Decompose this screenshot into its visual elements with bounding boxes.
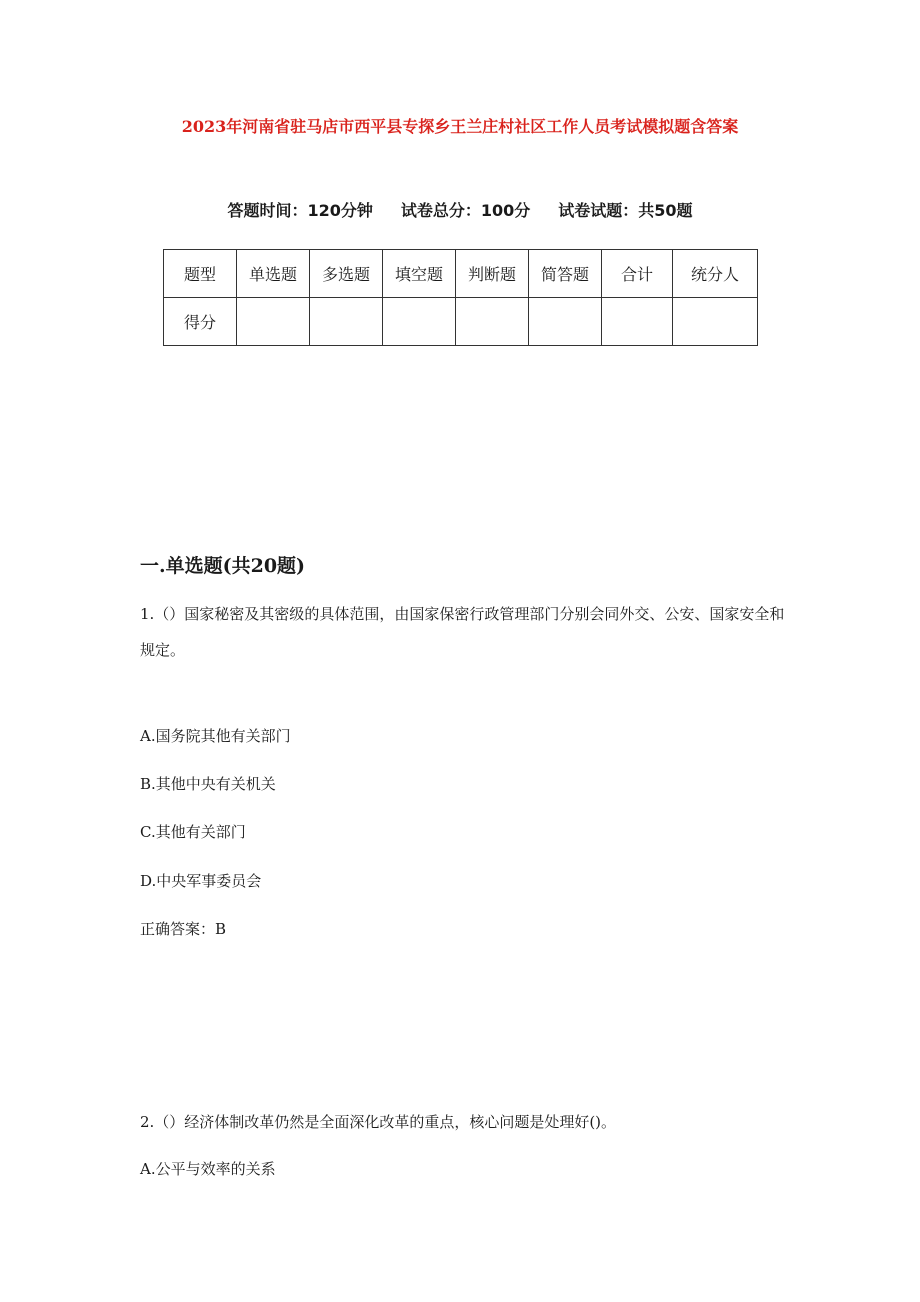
score-table-header-row <box>164 250 758 298</box>
header-cell: 题型 <box>164 250 237 298</box>
score-table-score-row <box>164 298 758 346</box>
header-cell: 单选题 <box>237 250 310 298</box>
exam-time: 答题时间：120分钟 <box>227 201 373 220</box>
header-cell: 简答题 <box>529 250 602 298</box>
header-cell: 统分人 <box>673 250 758 298</box>
score-cell <box>310 298 383 346</box>
header-cell: 合计 <box>602 250 673 298</box>
document-title: 2023年河南省驻马店市西平县专探乡王兰庄村社区工作人员考试模拟题含答案 <box>181 117 739 136</box>
section-heading: 一.单选题(共20题) <box>140 555 306 577</box>
score-cell <box>456 298 529 346</box>
score-cell <box>602 298 673 346</box>
score-table <box>163 249 758 346</box>
score-cell <box>673 298 758 346</box>
row-label-cell: 得分 <box>164 298 237 346</box>
score-cell <box>529 298 602 346</box>
header-cell: 填空题 <box>383 250 456 298</box>
question-1-text: 1.（）国家秘密及其密级的具体范围，由国家保密行政管理部门分别会同外交、公安、国家安全和规定。 <box>140 605 785 659</box>
header-cell: 判断题 <box>456 250 529 298</box>
question-1-answer: 正确答案：B <box>140 920 227 938</box>
question-1-option-b: B.其他中央有关机关 <box>140 775 276 793</box>
header-cell: 多选题 <box>310 250 383 298</box>
question-1-option-a: A.国务院其他有关部门 <box>140 727 291 745</box>
question-1-option-d: D.中央军事委员会 <box>140 872 262 890</box>
question-2-option-a: A.公平与效率的关系 <box>140 1160 276 1178</box>
question-1-option-c: C.其他有关部门 <box>140 823 246 841</box>
exam-total-score: 试卷总分：100分 <box>400 201 531 220</box>
score-cell <box>383 298 456 346</box>
exam-info <box>0 198 920 221</box>
exam-question-count: 试卷试题：共50题 <box>558 201 693 220</box>
question-2-text: 2.（）经济体制改革仍然是全面深化改革的重点，核心问题是处理好()。 <box>140 1113 617 1131</box>
score-cell <box>237 298 310 346</box>
